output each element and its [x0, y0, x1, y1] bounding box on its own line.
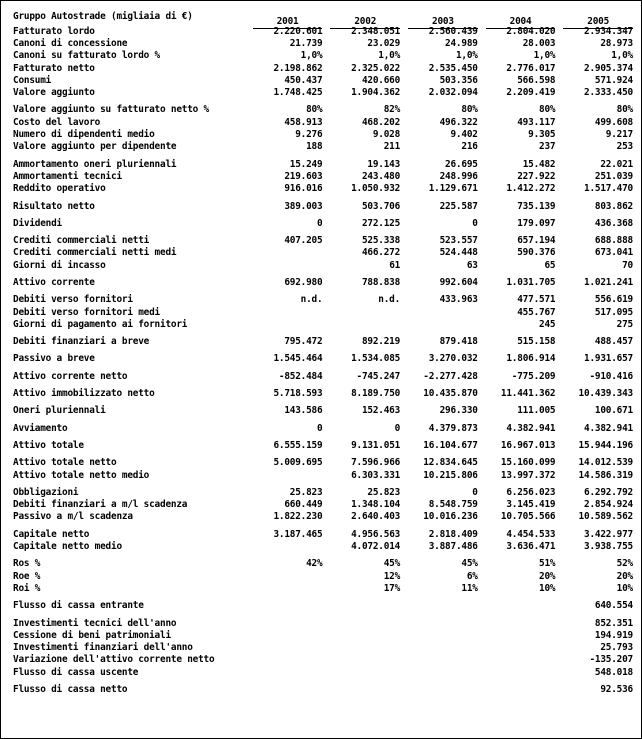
row-label: Variazione dell'attivo corrente netto	[13, 654, 215, 666]
table-row	[13, 422, 633, 434]
row-value: 243.480	[361, 170, 401, 182]
year-header: 2004	[486, 16, 556, 29]
row-value: 9.028	[372, 129, 401, 141]
row-value: 4.382.941	[584, 422, 633, 434]
row-value: 3.938.755	[584, 541, 633, 553]
table-row	[13, 641, 633, 653]
row-value: 2.560.439	[428, 25, 478, 37]
row-value: 503.706	[361, 200, 401, 212]
row-value: 21.739	[289, 37, 323, 49]
row-value: -745.247	[356, 370, 401, 382]
row-value: n.d.	[378, 294, 401, 306]
row-value: 6.555.159	[273, 439, 323, 451]
row-value: 657.194	[517, 235, 556, 247]
table-row	[13, 558, 633, 570]
row-value: 455.767	[517, 306, 556, 318]
row-value: 16.104.677	[423, 439, 478, 451]
row-value: 2.804.020	[506, 25, 556, 37]
table-row	[13, 499, 633, 511]
row-value: 466.272	[361, 247, 401, 259]
table-row	[13, 336, 633, 348]
row-value: 2.333.450	[584, 87, 633, 99]
year-header: 2003	[408, 16, 478, 29]
row-value: 216	[461, 141, 478, 153]
row-label: Flusso di cassa netto	[13, 684, 128, 695]
row-label: Investimenti finanziari dell'anno	[13, 642, 193, 654]
row-value: 640.554	[594, 600, 633, 612]
table-row	[13, 104, 633, 116]
row-label: Reddito operativo	[13, 183, 106, 195]
row-value: 1,0%	[300, 50, 323, 62]
row-value: 892.219	[361, 336, 401, 348]
row-value: 450.437	[284, 74, 323, 86]
row-value: 9.217	[605, 129, 633, 141]
table-row	[13, 234, 633, 246]
row-value: 1.031.705	[506, 276, 556, 288]
row-value: 28.973	[600, 37, 633, 49]
row-value: 517.095	[594, 306, 633, 318]
row-value: 10%	[539, 582, 556, 594]
row-value: 275	[616, 318, 633, 330]
table-row	[13, 183, 633, 195]
row-value: 2.934.347	[584, 25, 633, 37]
row-value: 590.376	[517, 247, 556, 259]
row-value: 45%	[461, 558, 478, 570]
row-value: 4.956.563	[351, 528, 401, 540]
row-label: Capitale netto medio	[13, 541, 122, 553]
table-row	[13, 294, 633, 306]
row-value: 80%	[539, 104, 556, 116]
row-value: 852.351	[594, 617, 633, 629]
row-value: 211	[383, 141, 401, 153]
row-label: Fatturato netto	[13, 62, 95, 74]
row-value: -2.277.428	[423, 370, 478, 382]
row-value: 436.368	[594, 217, 633, 229]
row-label: Cessione di beni patrimoniali	[13, 629, 171, 641]
row-value: 82%	[383, 104, 401, 116]
row-value: 879.418	[439, 336, 478, 348]
table-row	[13, 654, 633, 666]
row-value: 2.905.374	[584, 62, 633, 74]
row-value: 2.535.450	[428, 62, 478, 74]
table-row	[13, 116, 633, 128]
row-label: Giorni di incasso	[13, 259, 106, 271]
row-value: 788.838	[361, 276, 401, 288]
row-value: 5.009.695	[273, 457, 323, 469]
row-label: Avviamento	[13, 422, 68, 434]
row-value: 9.276	[295, 129, 323, 141]
row-value: 420.660	[361, 74, 401, 86]
row-value: 0	[316, 422, 323, 434]
row-value: 2.209.419	[506, 87, 556, 99]
row-value: 524.448	[439, 247, 478, 259]
row-value: 63	[466, 259, 478, 271]
table-row	[13, 683, 633, 695]
row-value: 92.536	[600, 684, 633, 695]
row-label: Numero di dipendenti medio	[13, 129, 155, 141]
row-value: 45%	[383, 558, 401, 570]
row-value: 10%	[616, 582, 633, 594]
row-value: 673.041	[594, 247, 633, 259]
row-value: 2.032.094	[428, 87, 478, 99]
row-value: 10.589.562	[578, 511, 633, 523]
row-value: 3.187.465	[273, 528, 323, 540]
table-row	[13, 50, 633, 62]
row-label: Crediti commerciali netti medi	[13, 247, 177, 259]
row-value: 496.322	[439, 116, 478, 128]
row-value: 1.129.671	[428, 183, 478, 195]
row-value: 6.292.792	[584, 486, 633, 498]
row-label: Canoni di concessione	[13, 37, 128, 49]
row-label: Attivo totale netto	[13, 457, 117, 469]
year-header: 2005	[563, 16, 633, 29]
row-value: 1.904.362	[351, 87, 401, 99]
table-row	[13, 439, 633, 451]
row-value: 13.997.372	[500, 469, 556, 481]
row-label: Consumi	[13, 74, 52, 86]
row-label: Roe %	[13, 570, 41, 582]
row-value: 8.189.750	[351, 388, 401, 400]
row-value: 458.913	[284, 116, 323, 128]
row-value: 692.980	[284, 276, 323, 288]
row-value: 4.382.941	[506, 422, 556, 434]
table-row	[13, 86, 633, 98]
row-value: 2.325.022	[351, 62, 401, 74]
row-value: 28.003	[522, 37, 556, 49]
row-value: 1.534.085	[351, 353, 401, 365]
row-value: 152.463	[361, 405, 401, 417]
row-value: 525.338	[361, 235, 401, 247]
row-value: 3.145.419	[506, 499, 556, 511]
row-value: 1.050.932	[351, 183, 401, 195]
row-value: 477.571	[517, 294, 556, 306]
table-row	[13, 276, 633, 288]
table-title: Gruppo Autostrade (migliaia di €)	[13, 10, 193, 22]
table-row	[13, 457, 633, 469]
row-value: 9.305	[528, 129, 556, 141]
row-value: 3.887.486	[428, 541, 478, 553]
row-value: 7.596.966	[351, 457, 401, 469]
row-label: Ammortamento oneri pluriennali	[13, 158, 177, 170]
row-value: 111.005	[517, 405, 556, 417]
row-value: 3.636.471	[506, 541, 556, 553]
row-value: -775.209	[511, 370, 556, 382]
row-value: 9.402	[450, 129, 478, 141]
row-value: 0	[394, 422, 401, 434]
table-row	[13, 318, 633, 330]
row-value: 25.793	[600, 642, 633, 654]
row-value: 2.854.924	[584, 499, 633, 511]
row-value: 2.640.403	[351, 511, 401, 523]
row-label: Attivo totale netto medio	[13, 469, 150, 481]
row-value: 143.586	[284, 405, 323, 417]
row-label: Fatturato lordo	[13, 25, 95, 37]
row-label: Debiti finanziari a m/l scadenza	[13, 499, 188, 511]
row-value: 15.160.099	[500, 457, 556, 469]
row-label: Passivo a breve	[13, 353, 95, 365]
row-value: 1,0%	[611, 50, 633, 62]
table-header	[13, 7, 633, 25]
table-row	[13, 570, 633, 582]
table-row	[13, 306, 633, 318]
row-label: Crediti commerciali netti	[13, 235, 150, 247]
row-value: 70	[622, 259, 633, 271]
row-value: 4.379.873	[428, 422, 478, 434]
table-row	[13, 387, 633, 399]
table-row	[13, 405, 633, 417]
financial-table	[13, 7, 633, 696]
row-value: 100.671	[594, 405, 633, 417]
row-value: 10.439.343	[578, 388, 633, 400]
row-value: 2.348.051	[351, 25, 401, 37]
table-body	[13, 25, 633, 696]
row-value: 1.517.470	[584, 183, 633, 195]
row-value: 503.356	[439, 74, 478, 86]
row-value: 14.586.319	[578, 469, 633, 481]
row-value: 20%	[616, 570, 633, 582]
row-value: 548.018	[594, 666, 633, 678]
row-value: 468.202	[361, 116, 401, 128]
row-value: 15.249	[289, 158, 323, 170]
row-value: -852.484	[278, 370, 323, 382]
row-value: 803.862	[594, 200, 633, 212]
row-value: 2.220.601	[273, 25, 323, 37]
row-value: 14.012.539	[578, 457, 633, 469]
row-value: 499.608	[594, 116, 633, 128]
row-value: 253	[616, 141, 633, 153]
row-value: 1.822.230	[273, 511, 323, 523]
row-value: 6%	[466, 570, 478, 582]
row-value: 1.806.914	[506, 353, 556, 365]
row-value: 992.604	[439, 276, 478, 288]
row-value: 179.097	[517, 217, 556, 229]
row-value: 251.039	[594, 170, 633, 182]
row-value: 1.748.425	[273, 87, 323, 99]
table-row	[13, 158, 633, 170]
row-value: 296.330	[439, 405, 478, 417]
row-value: 42%	[306, 558, 323, 570]
row-value: 225.587	[439, 200, 478, 212]
row-value: 795.472	[284, 336, 323, 348]
row-value: 65	[544, 259, 556, 271]
row-label: Valore aggiunto	[13, 87, 95, 99]
row-value: 4.072.014	[351, 541, 401, 553]
row-value: 488.457	[594, 336, 633, 348]
table-row	[13, 62, 633, 74]
row-label: Capitale netto	[13, 528, 90, 540]
row-label: Attivo totale	[13, 439, 84, 451]
row-value: 1.412.272	[506, 183, 556, 195]
row-value: 407.205	[284, 235, 323, 247]
row-value: 0	[316, 217, 323, 229]
row-value: 5.718.593	[273, 388, 323, 400]
row-value: 237	[539, 141, 556, 153]
row-value: 15.482	[522, 158, 556, 170]
row-value: 245	[539, 318, 556, 330]
row-value: 1.545.464	[273, 353, 323, 365]
row-value: 916.016	[284, 183, 323, 195]
table-row	[13, 259, 633, 271]
row-value: -135.207	[589, 654, 633, 666]
year-header: 2001	[253, 16, 323, 29]
row-value: -910.416	[589, 370, 633, 382]
row-value: 9.131.051	[351, 439, 401, 451]
row-value: 556.619	[594, 294, 633, 306]
row-label: Obbligazioni	[13, 486, 79, 498]
row-value: 0	[472, 217, 478, 229]
row-value: 6.256.023	[506, 486, 556, 498]
row-value: 194.919	[594, 629, 633, 641]
table-row	[13, 141, 633, 153]
row-value: 11%	[461, 582, 478, 594]
row-label: Attivo corrente netto	[13, 370, 128, 382]
row-value: 1,0%	[533, 50, 556, 62]
table-row	[13, 666, 633, 678]
row-value: 12%	[383, 570, 401, 582]
row-label: Canoni su fatturato lordo %	[13, 50, 160, 62]
row-value: n.d.	[300, 294, 323, 306]
row-value: 51%	[539, 558, 556, 570]
row-value: 389.003	[284, 200, 323, 212]
row-value: 8.548.759	[428, 499, 478, 511]
row-value: 0	[472, 486, 478, 498]
table-row	[13, 528, 633, 540]
row-value: 248.996	[439, 170, 478, 182]
row-value: 188	[306, 141, 323, 153]
row-value: 15.944.196	[578, 439, 633, 451]
row-value: 2.818.409	[428, 528, 478, 540]
row-value: 24.989	[445, 37, 478, 49]
row-value: 20%	[539, 570, 556, 582]
table-row	[13, 629, 633, 641]
row-value: 571.924	[594, 74, 633, 86]
year-header: 2002	[330, 16, 400, 29]
row-value: 52%	[616, 558, 633, 570]
row-value: 4.454.533	[506, 528, 556, 540]
row-label: Ros %	[13, 558, 41, 570]
row-value: 10.705.566	[500, 511, 556, 523]
row-label: Investimenti tecnici dell'anno	[13, 617, 177, 629]
row-value: 2.198.862	[273, 62, 323, 74]
table-row	[13, 170, 633, 182]
row-value: 660.449	[284, 499, 323, 511]
row-value: 1.931.657	[584, 353, 633, 365]
row-label: Attivo immobilizzato netto	[13, 388, 155, 400]
table-row	[13, 25, 633, 37]
row-label: Giorni di pagamento ai fornitori	[13, 318, 188, 330]
row-value: 3.270.032	[428, 353, 478, 365]
row-value: 433.963	[439, 294, 478, 306]
row-label: Debiti finanziari a breve	[13, 336, 150, 348]
row-value: 17%	[383, 582, 401, 594]
row-label: Ammortamenti tecnici	[13, 170, 122, 182]
row-value: 12.834.645	[423, 457, 478, 469]
row-value: 80%	[461, 104, 478, 116]
table-row	[13, 74, 633, 86]
row-value: 2.776.017	[506, 62, 556, 74]
row-value: 80%	[306, 104, 323, 116]
row-value: 11.441.362	[500, 388, 556, 400]
row-value: 25.823	[289, 486, 323, 498]
row-label: Costo del lavoro	[13, 116, 101, 128]
table-row	[13, 511, 633, 523]
row-label: Attivo corrente	[13, 276, 95, 288]
row-value: 493.117	[517, 116, 556, 128]
row-label: Roi %	[13, 582, 41, 594]
row-label: Debiti verso fornitori medi	[13, 306, 160, 318]
row-value: 25.823	[367, 486, 401, 498]
row-value: 10.435.870	[423, 388, 478, 400]
row-value: 10.016.236	[423, 511, 478, 523]
row-value: 19.143	[367, 158, 401, 170]
row-label: Risultato netto	[13, 200, 95, 212]
table-row	[13, 486, 633, 498]
table-row	[13, 469, 633, 481]
row-value: 515.158	[517, 336, 556, 348]
row-label: Passivo a m/l scadenza	[13, 511, 133, 523]
table-row	[13, 540, 633, 552]
row-value: 1.348.104	[351, 499, 401, 511]
row-label: Oneri pluriennali	[13, 405, 106, 417]
row-value: 272.125	[361, 217, 401, 229]
table-row	[13, 582, 633, 594]
row-label: Dividendi	[13, 217, 62, 229]
row-value: 23.029	[367, 37, 401, 49]
row-value: 1,0%	[378, 50, 401, 62]
row-value: 6.303.331	[351, 469, 401, 481]
row-value: 735.139	[517, 200, 556, 212]
row-value: 61	[389, 259, 401, 271]
row-value: 10.215.806	[423, 469, 478, 481]
row-value: 16.967.013	[500, 439, 556, 451]
table-row	[13, 600, 633, 612]
row-label: Flusso di cassa entrante	[13, 600, 144, 612]
row-value: 1.021.241	[584, 276, 633, 288]
table-row	[13, 200, 633, 212]
row-value: 227.922	[517, 170, 556, 182]
row-label: Debiti verso fornitori	[13, 294, 133, 306]
row-value: 523.557	[439, 235, 478, 247]
table-row	[13, 353, 633, 365]
row-value: 219.603	[284, 170, 323, 182]
row-label: Valore aggiunto per dipendente	[13, 141, 177, 153]
table-row	[13, 617, 633, 629]
row-value: 80%	[616, 104, 633, 116]
row-value: 1,0%	[455, 50, 478, 62]
table-row	[13, 247, 633, 259]
table-row	[13, 128, 633, 140]
row-value: 3.422.977	[584, 528, 633, 540]
table-row	[13, 217, 633, 229]
row-label: Valore aggiunto su fatturato netto %	[13, 104, 209, 116]
row-value: 22.021	[600, 158, 633, 170]
table-row	[13, 370, 633, 382]
row-value: 26.695	[445, 158, 478, 170]
row-label: Flusso di cassa uscente	[13, 666, 139, 678]
row-value: 566.598	[517, 74, 556, 86]
table-row	[13, 37, 633, 49]
row-value: 688.888	[594, 235, 633, 247]
